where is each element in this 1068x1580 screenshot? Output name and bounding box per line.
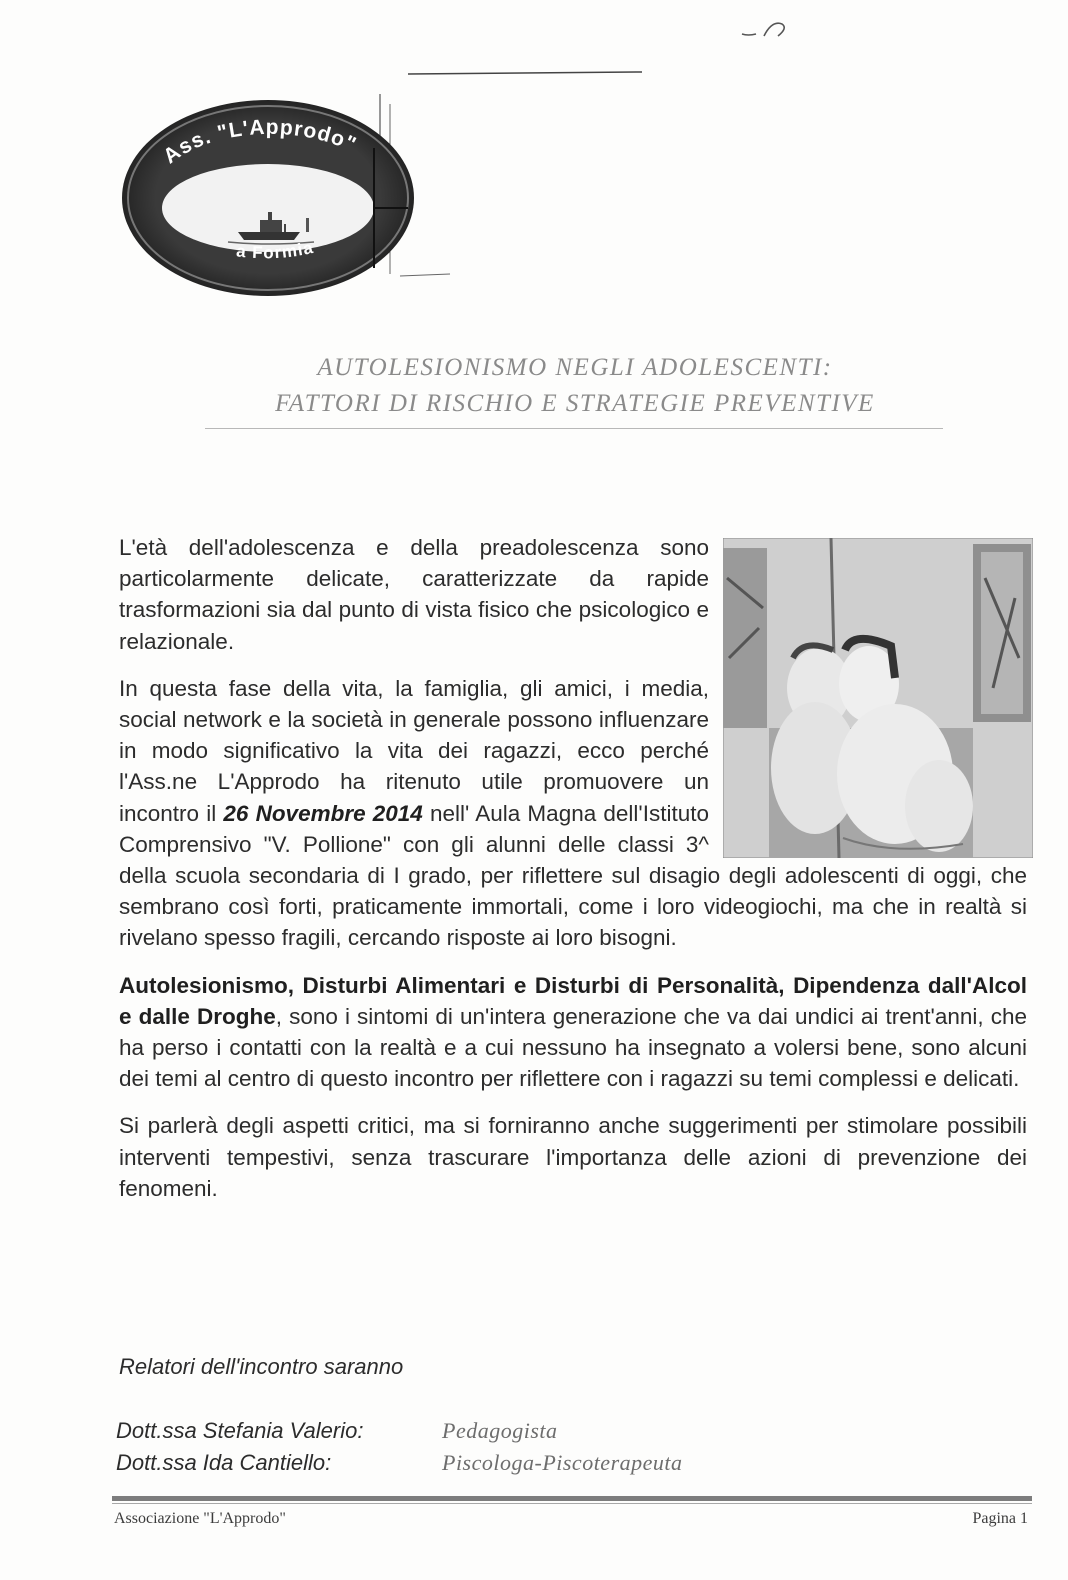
title-line-2: FATTORI DI RISCHIO E STRATEGIE PREVENTIVE [275,390,875,417]
logo-bottom-text: a Formia [235,237,316,263]
page-number: Pagina 1 [972,1510,1028,1527]
title-underline [205,428,943,429]
speakers-intro: Relatori dell'incontro saranno [119,1354,404,1379]
topics-bold: Autolesionismo, Disturbi Alimentari e Disturbi di Personalità, Dipendenza dall'Alcol e dalle Droghe [119,972,1027,1029]
speaker-role: Pedagogista [442,1418,558,1443]
painting-figures [723,538,1033,858]
title-line-1: AUTOLESIONISMO NEGLI ADOLESCENTI: [317,354,833,381]
illustration-image [723,538,1033,858]
speaker-role: Piscologa-Piscoterapeuta [442,1450,683,1475]
logo-emblem [118,88,418,300]
speaker-name: Dott.ssa Stefania Valerio: [116,1418,364,1443]
pen-mark [738,14,798,44]
document-body [119,532,1027,1220]
paragraph-1: L'età dell'adolescenza e della preadolescenza sono particolarmente delicate, caratterizzate da rapide trasformazioni sia dal punto di vista fisico che psicologico e relazionale. [119,535,709,654]
paragraph-3-rest: , sono i sintomi di un'intera generazione che va dai undici ai trent'anni, che ha perso i contatti con la realtà e a cui nessuno ha insegnato a volersi bene, sono alcuni dei temi al centro di questo incontro per riflettere con i ragazzi su temi complessi e delicati. [119,1003,1027,1092]
logo-top-text: Ass. "L'Approdo" [159,115,361,169]
speaker-row [116,1450,683,1476]
footer-rule [112,1496,1032,1501]
speaker-row [116,1418,558,1444]
paragraph-2-rest: nell' Aula Magna dell'Istituto Comprensivo "V. Pollione" con gli alunni delle classi 3^ della scuola secondaria di I grado, per riflettere sul disagio degli adolescenti di oggi, che sembrano così forti, praticamente immortali, come i loro videogiochi, ma che in realtà si rivelano spesso fragili, cercando risposte ai loro bisogni. [119,800,1027,951]
event-date: 26 Novembre 2014 [223,800,423,826]
document-title [205,350,945,422]
speaker-name: Dott.ssa Ida Cantiello: [116,1450,332,1475]
footer-rule-thin [112,1503,1032,1504]
association-logo [118,88,418,300]
footer-association: Associazione "L'Approdo" [114,1510,286,1527]
paragraph-3 [119,970,1027,1095]
paragraph-4: Si parlerà degli aspetti critici, ma si forniranno anche suggerimenti per stimolare possibili interventi tempestivi, senza trascurare l'importanza delle azioni di prevenzione dei fenomeni. [119,1113,1027,1201]
paragraph-2-intro: In questa fase della vita, la famiglia, gli amici, i media, social network e la società in generale possono influenzare in modo significativo la vita dei ragazzi, ecco perché l'Ass.ne L'Approdo ha ritenuto utile promuovere un incontro il [119,675,709,826]
